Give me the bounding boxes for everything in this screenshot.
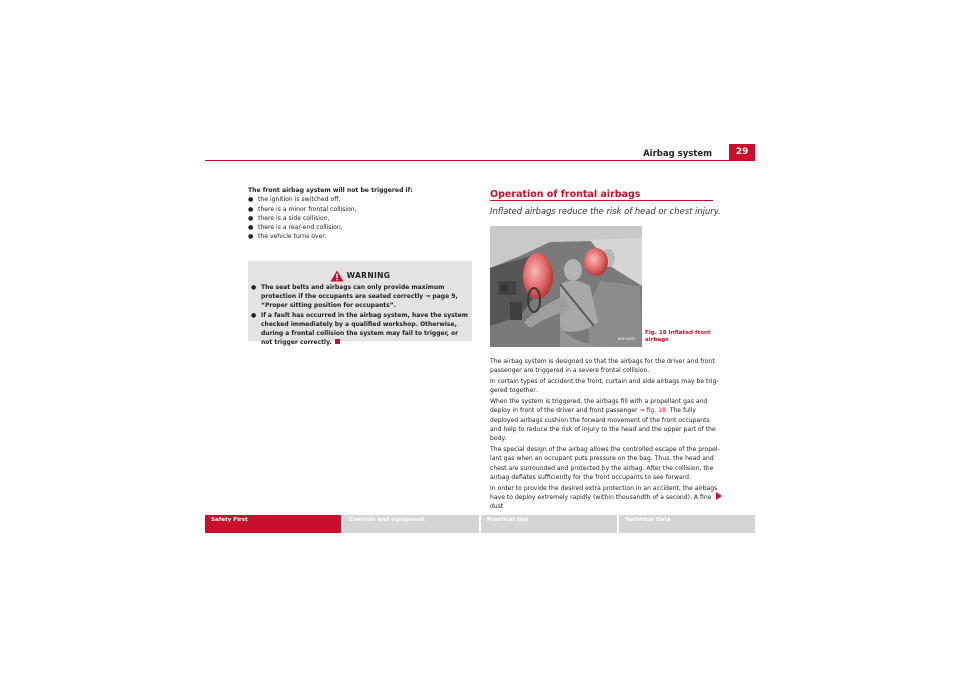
list-item-text: there is a side collision, [258, 214, 330, 222]
list-item [248, 223, 472, 232]
paragraph-text: When the system is triggered, the airbags fill with a propellant gas and deploy in front of the driver and front passenger [490, 398, 708, 415]
footer-tab-controls[interactable]: Controls and equipment [343, 515, 479, 533]
header-title: Airbag system [643, 149, 712, 159]
list-item-text: there is a rear-end collision, [258, 224, 343, 232]
list-item-text: the vehicle turns over. [258, 233, 327, 241]
figure-code: B5P-0655 [618, 337, 636, 341]
inflated-airbags-illustration [490, 226, 642, 347]
warning-title: WARNING [346, 271, 391, 280]
bullet-icon: ● [248, 196, 254, 204]
paragraph: The special design of the airbag allows the controlled escape of the propellant gas when an occupant puts pressure on the bag. Thus, the head and chest are surrounded and protected by the airbag. After the collision, the airbag deflates sufficiently for the front occupants to see forward. [490, 446, 720, 482]
intro-text: The front airbag system will not be triggered if: [248, 187, 413, 194]
warning-item [251, 311, 469, 348]
airbag-figure [490, 226, 642, 347]
warning-item-text: If a fault has occurred in the airbag system, have the system checked immediately by a qualified workshop. Otherwise, during a frontal collision the system may fail to trigger, or not trigger correctly. [261, 311, 468, 347]
section-subtitle: Inflated airbags reduce the risk of head or chest injury. [490, 206, 721, 216]
bullet-icon: ● [251, 311, 257, 319]
paragraph [490, 397, 720, 443]
page-number: 29 [729, 144, 755, 160]
list-item-text: there is a minor frontal collision, [258, 205, 357, 213]
arrow-icon: ⇒ [425, 293, 431, 301]
footer-tab-practical-tips[interactable]: Practical tips [481, 515, 617, 533]
section-title: Operation of frontal airbags [490, 189, 641, 200]
bullet-icon: ● [248, 233, 254, 241]
warning-header [248, 265, 472, 284]
footer-tab-safety-first[interactable]: Safety First [205, 515, 341, 533]
bullet-icon: ● [248, 205, 254, 213]
paragraph-text: . The fully deployed airbags cushion the forward movement of the front occupants and help to reduce the risk of injury to the head and the upper part of the body. [490, 407, 716, 443]
body-text [490, 357, 720, 513]
end-marker-icon [335, 339, 340, 344]
footer-tab-technical-data[interactable]: Technical Data [619, 515, 755, 533]
list-item [248, 214, 472, 223]
continue-arrow-icon [716, 492, 722, 500]
warning-triangle-icon [330, 270, 344, 282]
figure-caption: Fig. 18 Inflated front airbags [645, 330, 711, 343]
bullet-icon: ● [248, 214, 254, 222]
list-item [248, 205, 472, 214]
header-rule [205, 160, 755, 161]
list-item-text: the ignition is switched off, [258, 196, 341, 204]
paragraph: In order to provide the desired extra protection in an accident, the airbags have to deploy extremely rapidly (within thousandth of a second). A fine dust [490, 484, 718, 511]
warning-box [248, 261, 472, 347]
list-item [248, 232, 472, 241]
paragraph: In certain types of accident the front, curtain and side airbags may be triggered together. [490, 378, 719, 395]
list-item [248, 195, 472, 204]
paragraph: The airbag system is designed so that the airbags for the driver and front passenger are triggered in a severe frontal collision. [490, 358, 715, 375]
left-column [248, 186, 472, 242]
figure-reference-link[interactable]: ⇒ fig. 18 [639, 407, 666, 415]
warning-item [251, 283, 469, 311]
warning-text [251, 283, 469, 347]
section-rule [490, 200, 713, 201]
bullet-icon: ● [251, 284, 257, 291]
bullet-icon: ● [248, 224, 254, 232]
page-reference-link[interactable]: page 9, “Proper sitting position for occupants”. [261, 293, 458, 310]
warning-item-text: The seat belts and airbags can only provide maximum protection if the occupants are seated correctly [261, 284, 445, 301]
